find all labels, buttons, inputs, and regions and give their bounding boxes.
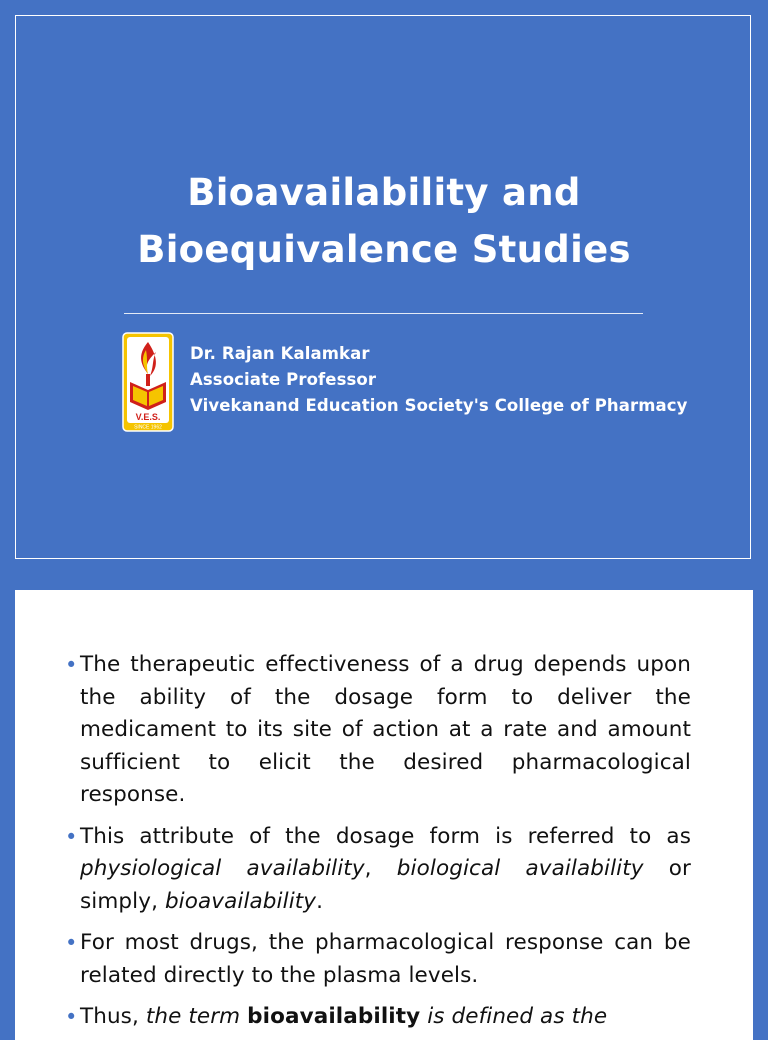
author-position: Associate Professor — [190, 370, 377, 389]
title-line-2: Bioequivalence Studies — [137, 228, 631, 271]
bullet-dot-icon: • — [65, 1005, 78, 1029]
italic-term: physiological availability — [80, 856, 365, 881]
slide-title — [16, 164, 752, 278]
content-slide — [15, 590, 753, 1040]
title-slide — [15, 15, 751, 559]
logo-ves-text: V.E.S. — [135, 412, 161, 422]
bullet-text: or simply, — [80, 856, 691, 914]
bullet-text: For most drugs, the pharmacological response can be related directly to the plasma levels. — [80, 930, 691, 988]
title-divider — [124, 313, 643, 314]
bullet-text: , — [364, 856, 397, 881]
italic-text: is defined as the — [420, 1004, 608, 1029]
bullet-text: . — [316, 888, 324, 914]
bullet-item — [65, 649, 691, 812]
italic-term: biological availability — [396, 856, 644, 881]
bullet-text: The therapeutic effectiveness of a drug depends upon the ability of the dosage form to deliver the medicament to its site of action at a rate and amount sufficient to elicit the desired pharmacological response. — [80, 652, 691, 807]
italic-term: bioavailability — [164, 888, 317, 914]
ves-logo-icon — [122, 332, 174, 432]
italic-text: the term — [145, 1004, 248, 1029]
bullet-text: This attribute of the dosage form is referred to as — [80, 823, 691, 849]
bullet-dot-icon: • — [65, 931, 78, 955]
bullet-dot-icon: • — [65, 824, 78, 849]
bullet-item — [65, 821, 691, 919]
logo-since-text: SINCE 1962 — [134, 424, 162, 431]
author-block — [190, 341, 688, 419]
bullet-list — [65, 649, 691, 1040]
bullet-dot-icon: • — [65, 653, 78, 677]
author-institution: Vivekanand Education Society's College of Pharmacy — [190, 396, 688, 415]
title-line-1: Bioavailability and — [187, 171, 581, 214]
bold-term: bioavailability — [247, 1004, 421, 1029]
bullet-item — [65, 1001, 691, 1034]
author-name: Dr. Rajan Kalamkar — [190, 344, 370, 363]
bullet-item — [65, 927, 691, 992]
bullet-text: Thus, — [80, 1004, 146, 1029]
